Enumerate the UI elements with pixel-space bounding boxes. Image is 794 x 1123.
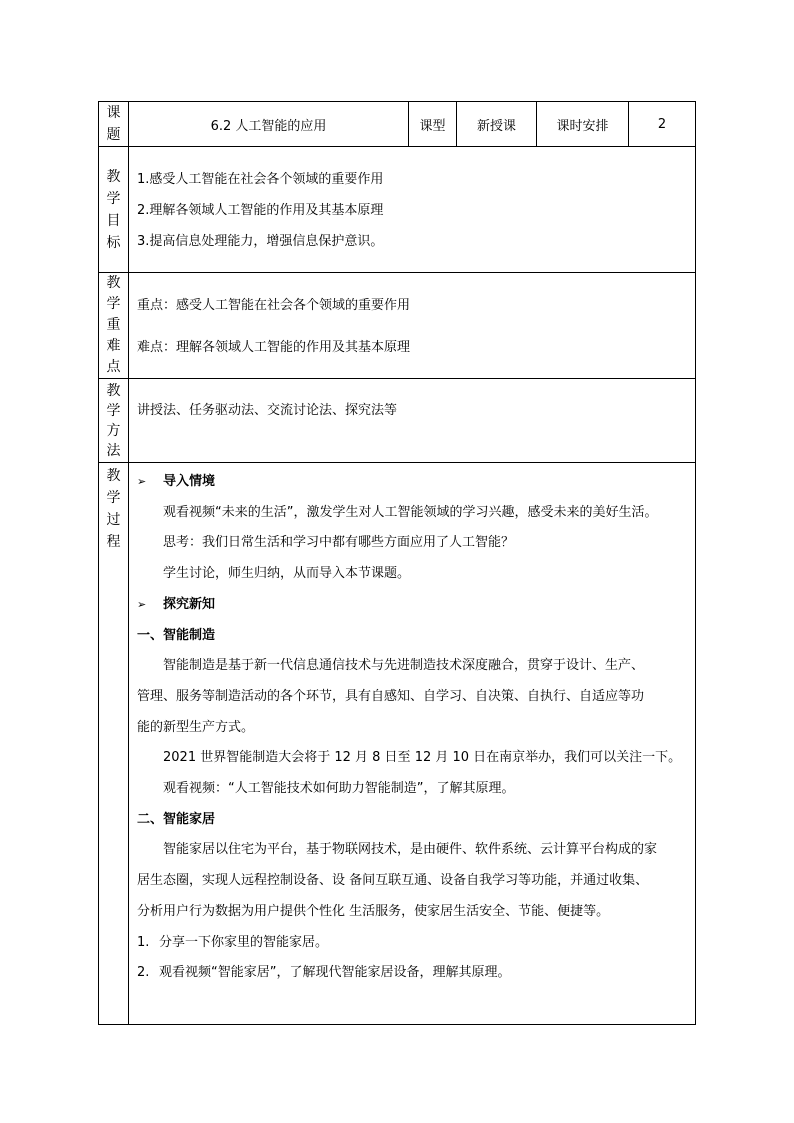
keypoints-label-cell bbox=[99, 273, 129, 379]
section2-item-2: 2. 观看视频“智能家居”，了解现代智能家居设备，理解其原理。 bbox=[137, 965, 511, 981]
keypoints-label-char: 学 bbox=[106, 296, 121, 312]
process-content bbox=[129, 463, 696, 1025]
hours-value: 2 bbox=[629, 102, 696, 147]
section1-event: 2021 世界智能制造大会将于 12 月 8 日至 12 月 10 日在南京举办，我们可以关注一下。 bbox=[163, 750, 682, 766]
section1-heading: 一、智能制造 bbox=[137, 627, 216, 643]
methods-label-char: 学 bbox=[106, 402, 121, 419]
section2-heading: 二、智能家居 bbox=[137, 811, 216, 827]
section1-line-2: 管理、服务等制造活动的各个环节，具有自感知、自学习、自决策、自执行、自适应等功 bbox=[137, 688, 645, 704]
intro-line-1: 观看视频“未来的生活”，激发学生对人工智能领域的学习兴趣，感受未来的美好生活。 bbox=[163, 504, 658, 520]
goals-label-char: 学 bbox=[106, 190, 121, 207]
methods-label-char: 教 bbox=[106, 382, 121, 399]
process-label-char: 过 bbox=[106, 512, 121, 528]
methods-label-char: 方 bbox=[106, 422, 121, 439]
keypoints-label-char: 点 bbox=[106, 359, 121, 375]
title-label-cell bbox=[99, 102, 129, 147]
section2-line-3: 分析用户行为数据为用户提供个性化 生活服务，使家居生活安全、节能、便捷等。 bbox=[137, 903, 610, 919]
type-value: 新授课 bbox=[457, 102, 537, 147]
header-row bbox=[99, 102, 696, 147]
methods-label-char: 法 bbox=[106, 442, 121, 459]
explore-heading: ➢ 探究新知 bbox=[137, 590, 687, 621]
lesson-plan-table bbox=[98, 101, 696, 1025]
goals-label-char: 教 bbox=[106, 168, 121, 185]
section2-line-1: 智能家居以住宅为平台，基于物联网技术，是由硬件、软件系统、云计算平台构成的家 bbox=[163, 842, 658, 858]
section1-line-1: 智能制造是基于新一代信息通信技术与先进制造技术深度融合，贯穿于设计、生产、 bbox=[163, 658, 645, 674]
methods-row bbox=[99, 379, 696, 463]
arrow-bullet-icon: ➢ bbox=[137, 597, 147, 611]
methods-label-cell bbox=[99, 379, 129, 463]
lesson-title: 6.2 人工智能的应用 bbox=[129, 102, 409, 147]
process-row bbox=[99, 463, 696, 1025]
process-label-cell bbox=[99, 463, 129, 1025]
arrow-bullet-icon: ➢ bbox=[137, 475, 147, 488]
process-label-char: 程 bbox=[106, 534, 121, 550]
keypoint-difficult: 难点：理解各领域人工智能的作用及其基本原理 bbox=[137, 339, 411, 355]
keypoints-row bbox=[99, 273, 696, 379]
goals-row bbox=[99, 147, 696, 273]
goal-item-1: 1.感受人工智能在社会各个领域的重要作用 bbox=[137, 172, 384, 187]
methods-text: 讲授法、任务驱动法、交流讨论法、探究法等 bbox=[137, 403, 398, 418]
methods-content bbox=[129, 379, 696, 463]
section2-line-2: 居生态圈，实现人远程控制设备、设 备间互联互通、设备自我学习等功能，并通过收集、 bbox=[137, 873, 649, 889]
process-label-char: 教 bbox=[106, 468, 121, 484]
intro-line-3: 学生讨论，师生归纳，从而导入本节课题。 bbox=[163, 566, 411, 582]
hours-label: 课时安排 bbox=[537, 102, 629, 147]
keypoints-label-char: 难 bbox=[106, 338, 121, 354]
goals-label-char: 标 bbox=[106, 234, 121, 251]
section2-item-1: 1. 分享一下你家里的智能家居。 bbox=[137, 934, 329, 950]
goals-label-cell bbox=[99, 147, 129, 273]
keypoints-content bbox=[129, 273, 696, 379]
goals-content bbox=[129, 147, 696, 273]
process-label-char: 学 bbox=[106, 490, 121, 506]
section1-video: 观看视频：“人工智能技术如何助力智能制造”，了解其原理。 bbox=[163, 781, 515, 797]
intro-line-2: 思考：我们日常生活和学习中都有哪些方面应用了人工智能？ bbox=[163, 535, 515, 551]
intro-heading: ➢ 导入情境 bbox=[137, 467, 687, 498]
keypoints-label-char: 教 bbox=[106, 275, 121, 291]
goal-item-2: 2.理解各领域人工智能的作用及其基本原理 bbox=[137, 203, 384, 218]
keypoint-important: 重点：感受人工智能在社会各个领域的重要作用 bbox=[137, 297, 411, 313]
goal-item-3: 3.提高信息处理能力，增强信息保护意识。 bbox=[137, 234, 384, 249]
type-label: 课型 bbox=[409, 102, 457, 147]
title-label-char-1: 课 bbox=[106, 105, 121, 121]
keypoints-label-char: 重 bbox=[106, 317, 121, 333]
goals-label-char: 目 bbox=[106, 212, 121, 229]
title-label-char-2: 题 bbox=[106, 127, 121, 143]
section1-line-3: 能的新型生产方式。 bbox=[137, 719, 255, 735]
